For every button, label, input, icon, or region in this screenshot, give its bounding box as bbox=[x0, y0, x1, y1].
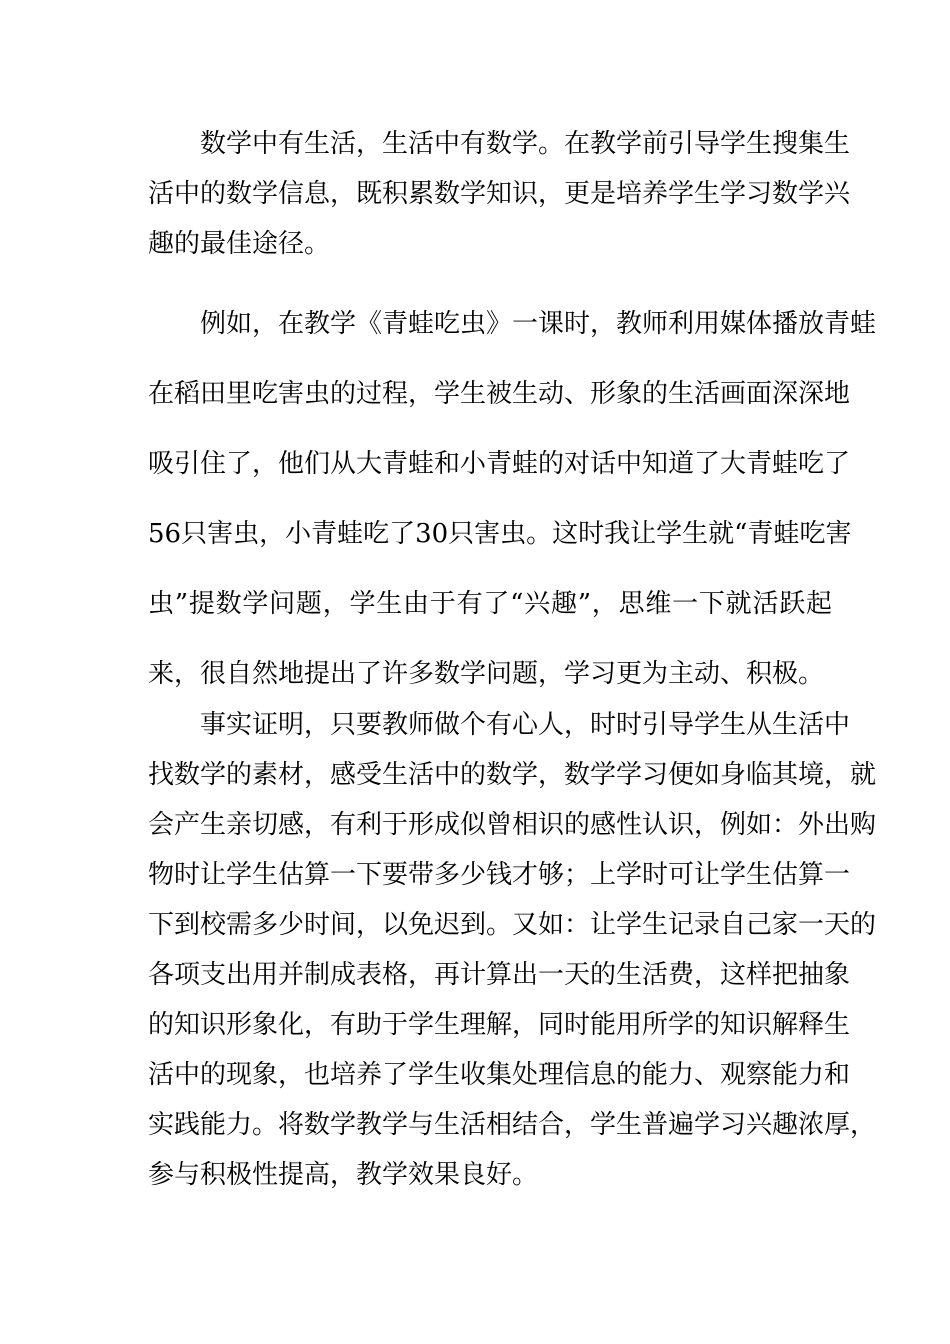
paragraph-line: 会产生亲切感，有利于形成似曾相识的感性认识，例如：外出购 bbox=[148, 810, 877, 840]
document-body bbox=[148, 126, 877, 1196]
paragraph-3 bbox=[148, 704, 877, 1196]
paragraph-1 bbox=[148, 126, 851, 262]
paragraph-line: 数学中有生活，生活中有数学。在教学前引导学生搜集生 bbox=[200, 129, 851, 159]
paragraph-line: 实践能力。将数学教学与生活相结合，学生普遍学习兴趣浓厚， bbox=[148, 1110, 877, 1140]
paragraph-line: 来，很自然地提出了许多数学问题，学习更为主动、积极。 bbox=[148, 659, 825, 689]
paragraph-line: 事实证明，只要教师做个有心人，时时引导学生从生活中 bbox=[200, 710, 851, 740]
paragraph-line: 56只害虫，小青蛙吃了30只害虫。这时我让学生就“青蛙吃害 bbox=[148, 519, 852, 549]
paragraph-line: 虫”提数学问题，学生由于有了“兴趣”，思维一下就活跃起 bbox=[148, 589, 832, 619]
paragraph-line: 参与积极性提高，教学效果良好。 bbox=[148, 1160, 539, 1190]
paragraph-line: 在稻田里吃害虫的过程，学生被生动、形象的生活画面深深地 bbox=[148, 379, 851, 409]
paragraph-line: 吸引住了，他们从大青蛙和小青蛙的对话中知道了大青蛙吃了 bbox=[148, 449, 851, 479]
paragraph-line: 活中的现象，也培养了学生收集处理信息的能力、观察能力和 bbox=[148, 1060, 851, 1090]
paragraph-line: 的知识形象化，有助于学生理解，同时能用所学的知识解释生 bbox=[148, 1010, 851, 1040]
paragraph-line: 找数学的素材，感受生活中的数学，数学学习便如身临其境，就 bbox=[148, 760, 877, 790]
paragraph-line: 下到校需多少时间，以免迟到。又如：让学生记录自己家一天的 bbox=[148, 910, 877, 940]
paragraph-line: 例如，在教学《青蛙吃虫》一课时，教师利用媒体播放青蛙 bbox=[200, 309, 877, 339]
paragraph-line: 活中的数学信息，既积累数学知识，更是培养学生学习数学兴 bbox=[148, 179, 851, 209]
paragraph-line: 物时让学生估算一下要带多少钱才够；上学时可让学生估算一 bbox=[148, 860, 851, 890]
paragraph-line: 趣的最佳途径。 bbox=[148, 229, 331, 259]
paragraph-2 bbox=[148, 306, 877, 692]
paragraph-line: 各项支出用并制成表格，再计算出一天的生活费，这样把抽象 bbox=[148, 960, 851, 990]
